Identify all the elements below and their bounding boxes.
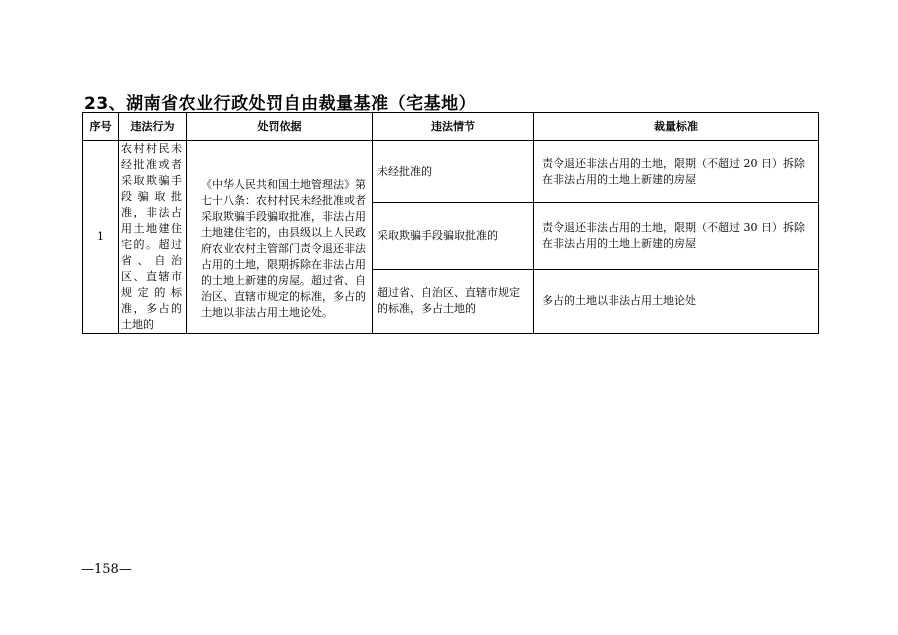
page-title: 23、湖南省农业行政处罚自由裁量基准（宅基地） [84, 94, 477, 114]
situation-cell: 未经批准的 [373, 141, 534, 203]
discretion-table [82, 112, 819, 334]
table-header-row [83, 113, 819, 141]
violation-cell [119, 141, 187, 334]
basis-cell [187, 141, 373, 334]
seq-cell: 1 [83, 141, 119, 334]
page-number: —158— [81, 562, 132, 577]
header-situation: 违法情节 [373, 113, 534, 141]
basis-text: 《中华人民共和国土地管理法》第七十八条：农村村民未经批准或者采取欺骗手段骗取批准，非法占用土地建住宅的，由县级以上人民政府农业农村主管部门责令退还非法占用的土地，限期拆除在非法占用的土地上新建的房屋。超过省、自治区、直辖市规定的标准，多占的土地以非法占用土地论处。 [201, 178, 366, 319]
header-violation: 违法行为 [119, 113, 187, 141]
violation-text: 农村村民未经批准或者采取欺骗手段 骗 取 批准，非法占用土地建住宅的。超过省、自治区、直辖市规定的标准，多占的土地的 [121, 142, 182, 331]
header-basis: 处罚依据 [187, 113, 373, 141]
situation-cell: 采取欺骗手段骗取批准的 [373, 203, 534, 269]
standard-cell: 多占的土地以非法占用土地论处 [534, 269, 819, 333]
standard-cell: 责令退还非法占用的土地，限期（不超过 30 日）拆除在非法占用的土地上新建的房屋 [534, 203, 819, 269]
header-seq: 序号 [83, 113, 119, 141]
standard-cell: 责令退还非法占用的土地，限期（不超过 20 日）拆除在非法占用的土地上新建的房屋 [534, 141, 819, 203]
header-standard: 裁量标准 [534, 113, 819, 141]
situation-cell: 超过省、自治区、直辖市规定的标准，多占土地的 [373, 269, 534, 333]
table-row [83, 141, 819, 203]
